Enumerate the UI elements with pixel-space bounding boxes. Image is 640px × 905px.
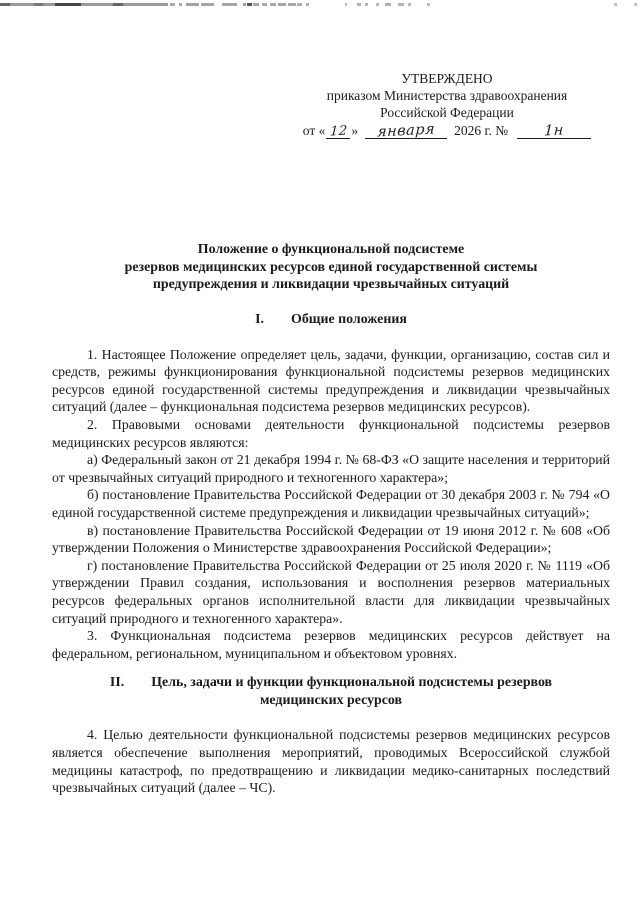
date-close-quote: » bbox=[351, 123, 359, 139]
list-item-v: в) постановление Правительства Российской Федерации от 19 июня 2012 г. № 608 «Об утверждении Положения о Министерстве здравоохранения Российской Федерации»; bbox=[52, 522, 610, 556]
approval-by-line: приказом Министерства здравоохранения bbox=[326, 87, 568, 103]
scan-artifact-strip bbox=[0, 0, 640, 10]
handwritten-order-number: 1н bbox=[543, 122, 565, 140]
section-2-title-line-2: медицинских ресурсов bbox=[259, 692, 403, 708]
approval-date-line bbox=[291, 123, 603, 140]
section-2-title-line-1: Цель, задачи и функции функциональной подсистемы резервов bbox=[151, 675, 553, 691]
title-line-3: предупреждения и ликвидации чрезвычайных ситуаций bbox=[152, 277, 510, 293]
section-1-title: Общие положения bbox=[291, 312, 407, 327]
date-day-blank bbox=[326, 124, 350, 139]
handwritten-day: 12 bbox=[329, 123, 348, 140]
date-year-suffix: 2026 г. № bbox=[454, 123, 509, 139]
title-line-2: резервов медицинских ресурсов единой государственной системы bbox=[124, 259, 538, 275]
section-2-heading bbox=[52, 674, 610, 692]
section-1-heading bbox=[52, 311, 610, 329]
approval-org-line: Российской Федерации bbox=[380, 104, 514, 120]
document-title bbox=[52, 241, 610, 294]
document-body bbox=[52, 311, 610, 797]
title-line-1: Положение о функциональной подсистеме bbox=[197, 242, 465, 257]
paragraph-3: 3. Функциональная подсистема резервов медицинских ресурсов действует на федеральном, региональном, муниципальном и объектовом уровнях. bbox=[52, 628, 610, 661]
date-from-label: от « bbox=[302, 123, 326, 139]
paragraph-1: 1. Настоящее Положение определяет цель, задачи, функции, организацию, состав сил и средств, режимы функционирования функциональной подсистемы резервов медицинских ресурсов единой государственной системы предупреждения и ликвидации чрезвычайных ситуаций (далее – функциональная подсистема резервов медицинских ресурсов). bbox=[52, 346, 610, 415]
paragraph-4: 4. Целью деятельности функциональной подсистемы резервов медицинских ресурсов является обеспечение выполнения мероприятий, проводимых Всероссийской службой медицины катастроф, по предотвращению и ликвидации медико-санитарных последствий чрезвычайных ситуаций (далее – ЧС). bbox=[52, 727, 610, 796]
approval-block bbox=[291, 71, 603, 140]
paragraph-2: 2. Правовыми основами деятельности функциональной подсистемы резервов медицинских ресурсов являются: bbox=[52, 416, 610, 450]
list-item-g: г) постановление Правительства Российской Федерации от 25 июля 2020 г. № 1119 «Об утверждении Правил создания, использования и восполнения резервов материальных ресурсов федеральных органов исполнительной власти для ликвидации чрезвычайных ситуаций природного и техногенного характера». bbox=[52, 557, 610, 626]
list-item-a: а) Федеральный закон от 21 декабря 1994 г. № 68-ФЗ «О защите населения и территорий от чрезвычайных ситуаций природного и техногенного характера»; bbox=[52, 452, 610, 485]
handwritten-month: января bbox=[376, 121, 436, 141]
approval-label: УТВЕРЖДЕНО bbox=[401, 71, 493, 86]
date-month-blank bbox=[365, 121, 447, 141]
list-item-b: б) постановление Правительства Российской Федерации от 30 декабря 2003 г. № 794 «О единой государственной системе предупреждения и ликвидации чрезвычайных ситуаций»; bbox=[52, 487, 610, 520]
section-1-number: I. bbox=[255, 312, 265, 327]
order-number-blank bbox=[517, 124, 591, 139]
section-2-number: II. bbox=[109, 675, 125, 691]
